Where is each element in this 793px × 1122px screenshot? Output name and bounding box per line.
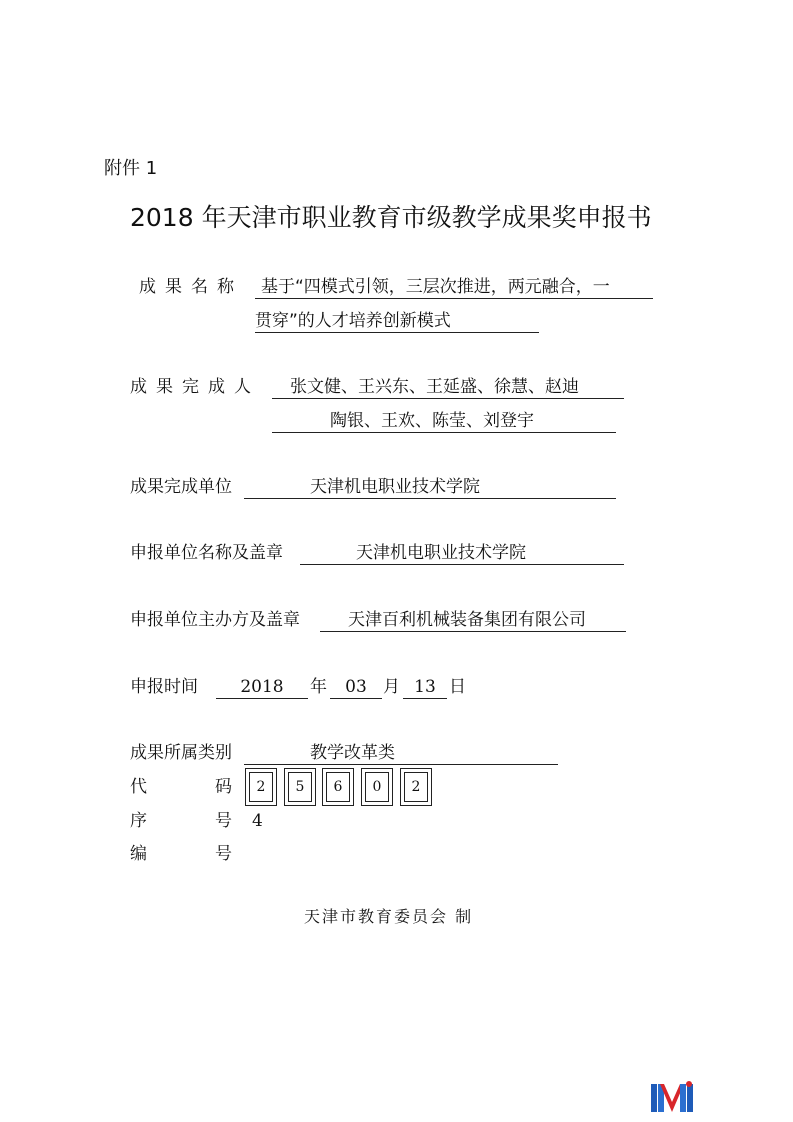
code-digit-3: 6 <box>326 772 350 802</box>
unit-value <box>244 476 616 499</box>
applicant-value-text: 天津机电职业技术学院 <box>356 543 526 563</box>
category-value-text: 教学改革类 <box>310 743 395 763</box>
time-year-text: 2018 <box>240 677 284 697</box>
issuer-line: 天津市教育委员会 制 <box>304 907 474 926</box>
applicant-label: 申报单位名称及盖章 <box>130 543 283 563</box>
time-year-unit: 年 <box>310 677 327 697</box>
code-digit-box-1 <box>245 768 277 806</box>
unit-label: 成果完成单位 <box>130 477 232 497</box>
time-day <box>403 676 447 699</box>
page-title: 2018 年天津市职业教育市级教学成果奖申报书 <box>130 203 652 232</box>
achievement-name-line2 <box>255 310 539 333</box>
completers-label: 成果完成人 <box>130 377 260 397</box>
code-digit-box-5 <box>400 768 432 806</box>
serial-value: 4 <box>252 811 263 831</box>
completers-line1-text: 张文健、王兴东、王延盛、徐慧、赵迪 <box>290 377 579 397</box>
code-digit-2: 5 <box>288 772 312 802</box>
completers-line1 <box>272 376 624 399</box>
achievement-name-line2-text: 贯穿”的人才培养创新模式 <box>255 311 451 331</box>
serial-label-b: 号 <box>215 811 232 831</box>
attachment-label: 附件 1 <box>104 158 158 179</box>
institution-logo-icon <box>651 1080 693 1114</box>
time-month <box>330 676 382 699</box>
completers-line2 <box>272 410 616 433</box>
code-digit-box-2 <box>284 768 316 806</box>
time-year <box>216 676 308 699</box>
host-value <box>320 609 626 632</box>
code-digit-1: 2 <box>249 772 273 802</box>
achievement-name-line1: 基于“四模式引领，三层次推进，两元融合，一 <box>255 276 653 299</box>
serial-label-d: 号 <box>215 844 232 864</box>
code-digit-5: 2 <box>404 772 428 802</box>
category-label: 成果所属类别 <box>130 743 232 763</box>
applicant-value <box>300 542 624 565</box>
code-label-b: 码 <box>215 777 232 797</box>
serial-label-c: 编 <box>130 844 147 864</box>
time-month-unit: 月 <box>383 677 400 697</box>
category-value <box>244 742 558 765</box>
time-day-unit: 日 <box>449 677 466 697</box>
host-value-text: 天津百利机械装备集团有限公司 <box>348 610 586 630</box>
time-day-text: 13 <box>414 677 436 697</box>
completers-line2-text: 陶银、王欢、陈莹、刘登宇 <box>330 411 534 431</box>
code-digit-box-4 <box>361 768 393 806</box>
time-month-text: 03 <box>345 677 367 697</box>
serial-label-a: 序 <box>130 811 147 831</box>
time-label: 申报时间 <box>130 677 198 697</box>
unit-value-text: 天津机电职业技术学院 <box>310 477 480 497</box>
achievement-name-label: 成果名称 <box>139 277 243 297</box>
code-digit-4: 0 <box>365 772 389 802</box>
code-digit-box-3 <box>322 768 354 806</box>
code-label-a: 代 <box>130 777 147 797</box>
host-label: 申报单位主办方及盖章 <box>130 610 300 630</box>
